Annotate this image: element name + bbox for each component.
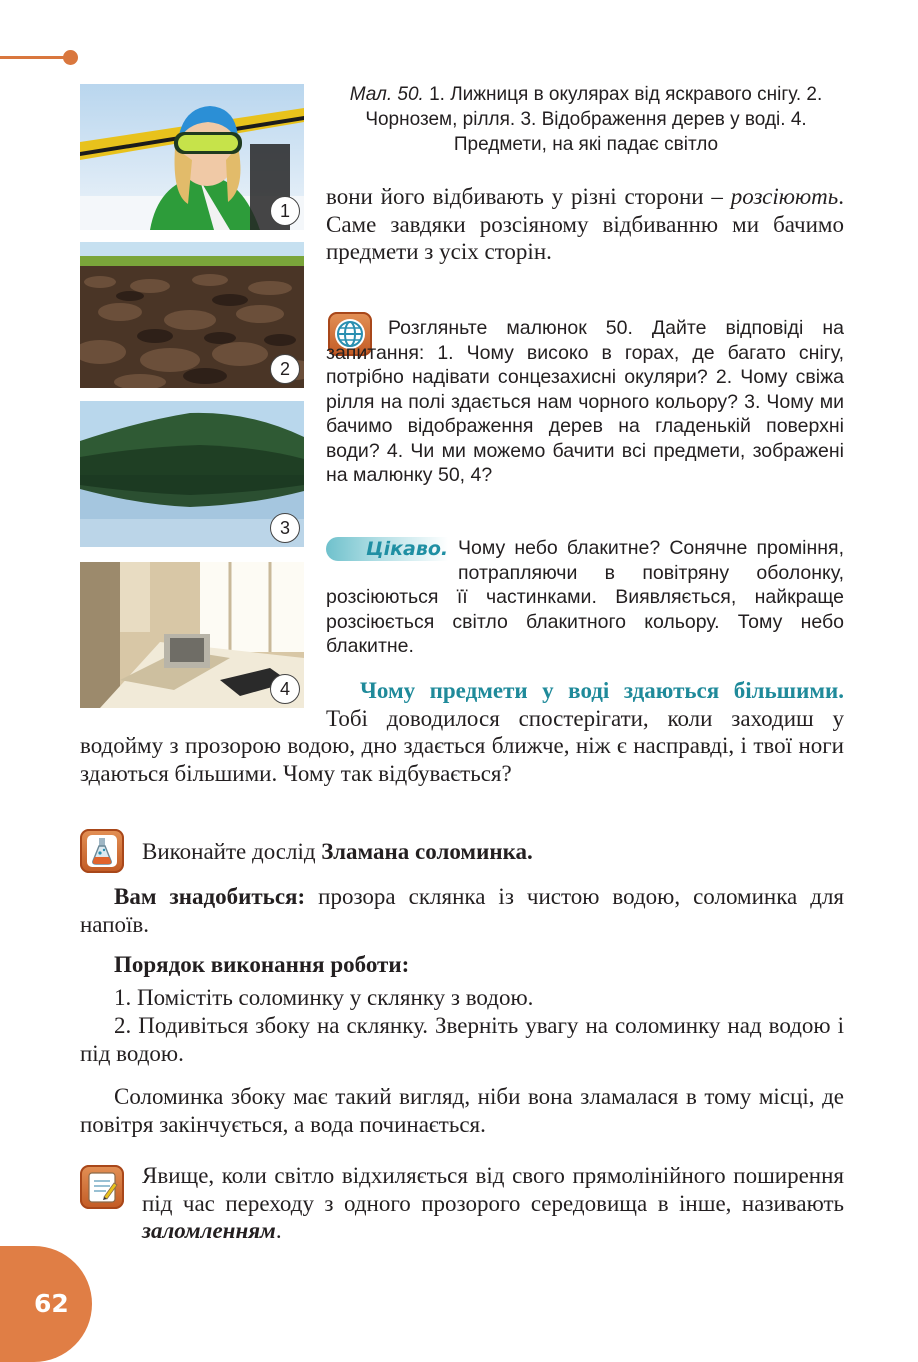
procedure-heading-text: Порядок виконання роботи: bbox=[114, 952, 410, 977]
para1-text-end: . Саме завдяки розсіяному відбиванню ми бачимо предмети з усіх сторін. bbox=[326, 184, 844, 264]
notepad-icon bbox=[80, 1165, 124, 1209]
section-text: Тобі доводилося спостерігати, коли заходиш у водойму з прозорою водою, дно здається ближче, ніж є насправді, і твої ноги здаються більшими. Чому так відбувається? bbox=[80, 705, 844, 786]
definition-text: Явище, коли світло відхиляється від свого прямолінійного поширення під час переходу з одного прозорого середовища в інше, називають bbox=[142, 1163, 844, 1216]
section-water-objects bbox=[80, 677, 844, 787]
task-questions: Розгляньте малюнок 50. Дайте відповіді на запитання: 1. Чому високо в горах, де багато снігу, потрібно надівати сонцезахисні окуляри? 2. Чому свіжа рілля на полі здається нам чорного кольору? 3. Чому ми бачимо відображення дерев на гладенькій поверхні води? 4. Чи ми можемо бачити всі предмети, зображені на малюнку 50, 4? bbox=[326, 317, 844, 486]
experiment-title: Зламана соломинка. bbox=[321, 839, 533, 864]
experiment-result: Соломинка збоку має такий вигляд, ніби вона зламалася в тому місці, де повітря закінчується, а вода починається. bbox=[80, 1084, 844, 1137]
photo-soil bbox=[80, 242, 304, 388]
section-heading: Чому предмети у воді здаються більшими. bbox=[360, 678, 844, 703]
photo-badge: 4 bbox=[270, 674, 300, 704]
para1-italic: розсіюють bbox=[730, 184, 839, 209]
para1-text: вони його відбивають у різні сторони – bbox=[326, 184, 731, 209]
photo-lake bbox=[80, 401, 304, 547]
caption-label: Мал. 50. bbox=[349, 84, 424, 105]
interesting-fact bbox=[326, 536, 844, 659]
interesting-label: Цікаво. bbox=[326, 537, 448, 561]
procedure-step-2: 2. Подивіться збоку на склянку. Зверніть увагу на соломинку над водою і під водою. bbox=[80, 1013, 844, 1066]
experiment-instruction bbox=[142, 838, 844, 866]
image-spacer bbox=[80, 677, 326, 731]
figure-caption bbox=[326, 82, 846, 157]
photo-badge: 3 bbox=[270, 513, 300, 543]
definition-term: заломленням bbox=[142, 1218, 276, 1243]
flask-icon bbox=[80, 829, 124, 873]
definition-end: . bbox=[275, 1218, 282, 1243]
interesting-text: Чому небо блакитне? Сонячне проміння, потрапляючи в повітряну оболонку, розсіюються її частинками. Виявляється, найкраще розсіюється світло блакитного кольору. Тому небо блакитне. bbox=[326, 537, 844, 657]
materials bbox=[80, 883, 844, 938]
materials-label: Вам знадобиться: bbox=[114, 884, 306, 909]
decorative-dot bbox=[63, 50, 78, 65]
procedure-step-1: 1. Помістіть соломинку у склянку з водою. bbox=[114, 985, 534, 1010]
page-number: 62 bbox=[34, 1289, 69, 1318]
photo-badge: 1 bbox=[270, 196, 300, 226]
materials-text: прозора склянка із чистою водою, соломинка для напоїв. bbox=[80, 884, 844, 937]
caption-text: 1. Лижниця в окулярах від яскравого снігу. 2. Чорнозем, рілля. 3. Відображення дерев у воді. 4. Предмети, на які падає світло bbox=[365, 84, 823, 155]
procedure-heading bbox=[114, 951, 844, 979]
experiment-prefix: Виконайте дослід bbox=[142, 839, 322, 864]
paragraph-scattering bbox=[326, 183, 844, 266]
photo-badge: 2 bbox=[270, 354, 300, 384]
definition-refraction bbox=[142, 1162, 844, 1245]
decorative-line bbox=[0, 56, 66, 59]
photo-skier bbox=[80, 84, 304, 230]
